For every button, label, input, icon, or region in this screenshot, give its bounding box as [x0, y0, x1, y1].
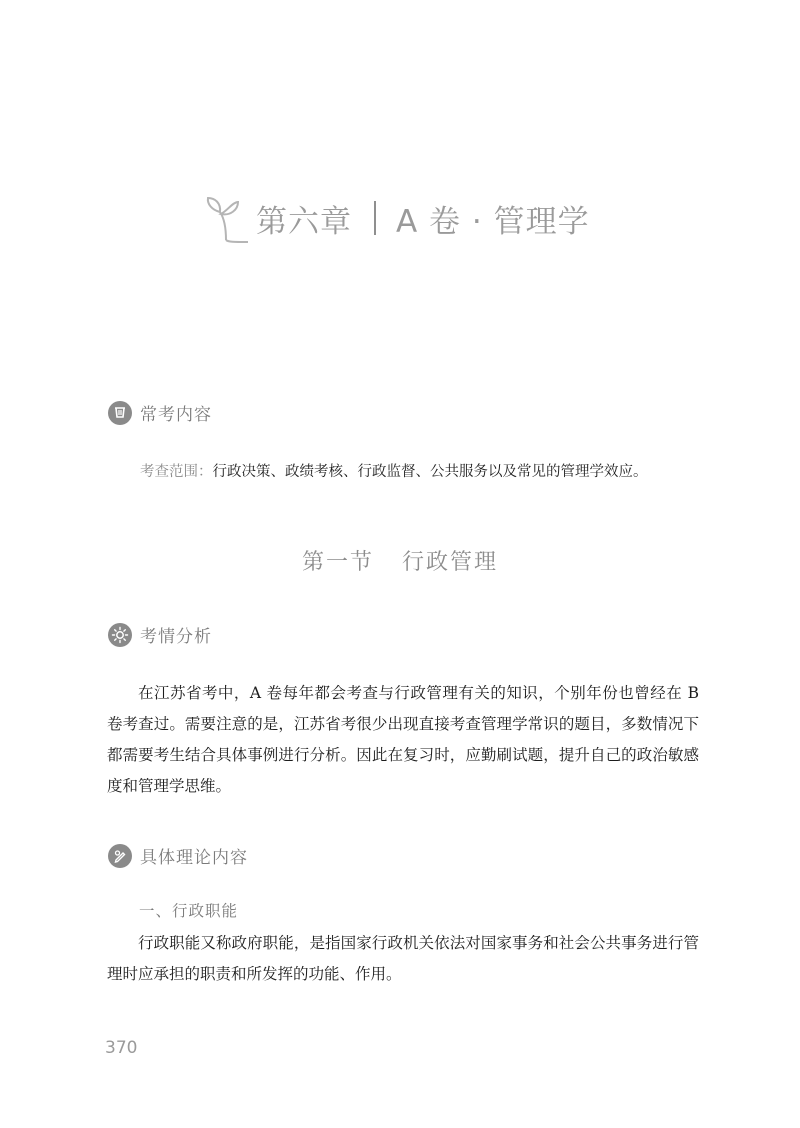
section-heading-label: 常考内容 [140, 405, 212, 425]
pen-icon [108, 844, 132, 868]
chapter-title: A 卷 · 管理学 [396, 203, 590, 240]
scope-label: 考查范围： [140, 464, 213, 480]
exam-scope [140, 460, 648, 481]
chapter-header [200, 178, 590, 258]
analysis-paragraph: 在江苏省考中，A 卷每年都会考查与行政管理有关的知识，个别年份也曾经在 B 卷考查过。需要注意的是，江苏省考很少出现直接考查管理学常识的题目，多数情况下都需要考生结合具体事例进行分析。因此在复习时，应勤刷试题，提升自己的政治敏感度和管理学思维。 [107, 684, 699, 795]
section-heading-label: 考情分析 [140, 627, 212, 647]
page-number: 370 [105, 1038, 138, 1058]
section-name: 行政管理 [402, 550, 499, 575]
subsection-heading: 一、行政职能 [139, 902, 239, 920]
analysis-heading [108, 622, 212, 647]
sprout-icon [200, 188, 252, 248]
scope-text: 行政决策、政绩考核、行政监督、公共服务以及常见的管理学效应。 [212, 464, 648, 480]
section-heading-label: 具体理论内容 [140, 848, 248, 868]
common-content-heading [108, 400, 212, 425]
chapter-divider [374, 201, 376, 235]
cup-icon [108, 401, 132, 425]
sun-icon [108, 623, 132, 647]
chapter-number: 第六章 [256, 203, 352, 240]
section-number: 第一节 [301, 550, 374, 575]
theory-heading [108, 843, 248, 868]
theory-paragraph: 行政职能又称政府职能，是指国家行政机关依法对国家事务和社会公共事务进行管理时应承担的职责和所发挥的功能、作用。 [107, 934, 699, 983]
section-title [0, 545, 800, 576]
